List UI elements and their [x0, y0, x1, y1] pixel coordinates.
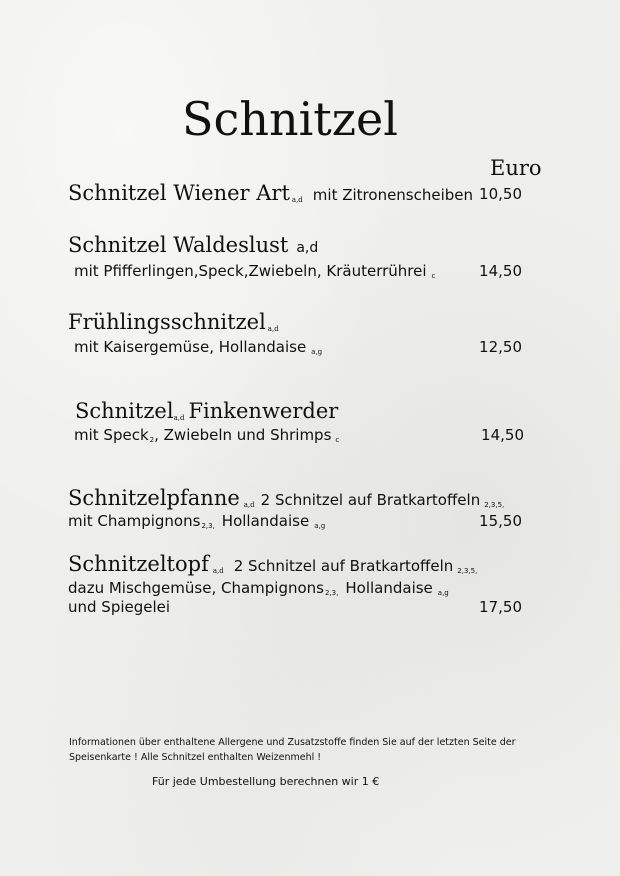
- desc-allergens: c: [335, 436, 340, 444]
- item-description-row: [68, 579, 449, 598]
- inline-additives: 2,3,5,: [484, 501, 505, 509]
- item-description-cont: Hollandaise: [345, 579, 433, 597]
- item-description-line3: und Spiegelei: [68, 598, 171, 616]
- item-description-row: [74, 338, 322, 357]
- item-description: 2 Schnitzel auf Bratkartoffeln: [260, 491, 481, 509]
- item-price: 17,50: [479, 598, 522, 616]
- item-description-row: [74, 426, 339, 445]
- menu-item-fruehlingsschnitzel: [68, 310, 279, 334]
- item-price: 10,50: [479, 185, 522, 203]
- item-price: 15,50: [479, 512, 522, 530]
- item-name: Frühlingsschnitzel: [68, 310, 266, 334]
- inline-additives: 2,3,5,: [457, 567, 478, 575]
- desc-allergens: a,g: [314, 522, 326, 530]
- item-name: Schnitzel Waldeslust: [68, 233, 289, 257]
- menu-item-finkenwerder: [75, 399, 338, 423]
- reorder-note: Für jede Umbestellung berechnen wir 1 €: [152, 775, 380, 788]
- desc-additives: 2,3,: [325, 589, 339, 597]
- item-description: mit Speck: [74, 426, 149, 444]
- item-description: mit Zitronenscheiben: [312, 186, 474, 204]
- item-name: Schnitzeltopf: [68, 552, 209, 576]
- item-description: dazu Mischgemüse, Champignons: [68, 579, 324, 597]
- item-allergens: a,d: [243, 501, 255, 509]
- item-description: 2 Schnitzel auf Bratkartoffeln: [233, 557, 454, 575]
- page-title: Schnitzel: [182, 92, 398, 146]
- allergen-note-line1: Informationen über enthaltene Allergene und Zusatzstoffe finden Sie auf der letzten Seite der: [69, 737, 516, 748]
- item-price: 14,50: [481, 426, 524, 444]
- item-description-row: [68, 512, 325, 531]
- allergen-note-line2: Speisenkarte ! Alle Schnitzel enthalten Weizenmehl !: [69, 752, 322, 763]
- item-name: Schnitzel: [75, 399, 174, 423]
- desc-additives: 2: [149, 436, 155, 444]
- item-description: mit Champignons: [68, 512, 201, 530]
- currency-header: Euro: [490, 156, 542, 180]
- item-description-row: [74, 262, 435, 281]
- menu-item-wiener-art: [68, 181, 473, 205]
- item-description-row-3: [68, 598, 170, 617]
- allergen-note: [69, 735, 516, 765]
- item-allergens: a,d: [296, 240, 319, 256]
- item-description-cont: Hollandaise: [221, 512, 310, 530]
- menu-item-waldeslust: [68, 233, 318, 257]
- desc-additives: 2,3,: [201, 522, 215, 530]
- desc-allergens: a,g: [437, 589, 449, 597]
- item-price: 12,50: [479, 338, 522, 356]
- item-price: 14,50: [479, 262, 522, 280]
- menu-item-schnitzeltopf: [68, 552, 477, 576]
- item-description: mit Pfifferlingen,Speck,Zwiebeln, Kräuterrührei: [74, 262, 427, 280]
- item-name: Schnitzelpfanne: [68, 486, 240, 510]
- item-allergens: a,d: [173, 414, 185, 422]
- item-allergens: a,d: [291, 196, 303, 204]
- item-allergens: a,d: [212, 567, 224, 575]
- item-name: Schnitzel Wiener Art: [68, 181, 290, 205]
- menu-item-schnitzelpfanne: [68, 486, 504, 510]
- desc-allergens: a,g: [311, 348, 323, 356]
- item-description: mit Kaisergemüse, Hollandaise: [74, 338, 307, 356]
- item-name-suffix: Finkenwerder: [188, 399, 339, 423]
- item-description-cont: , Zwiebeln und Shrimps: [154, 426, 332, 444]
- desc-allergens: c: [431, 272, 436, 280]
- item-allergens: a,d: [267, 325, 279, 333]
